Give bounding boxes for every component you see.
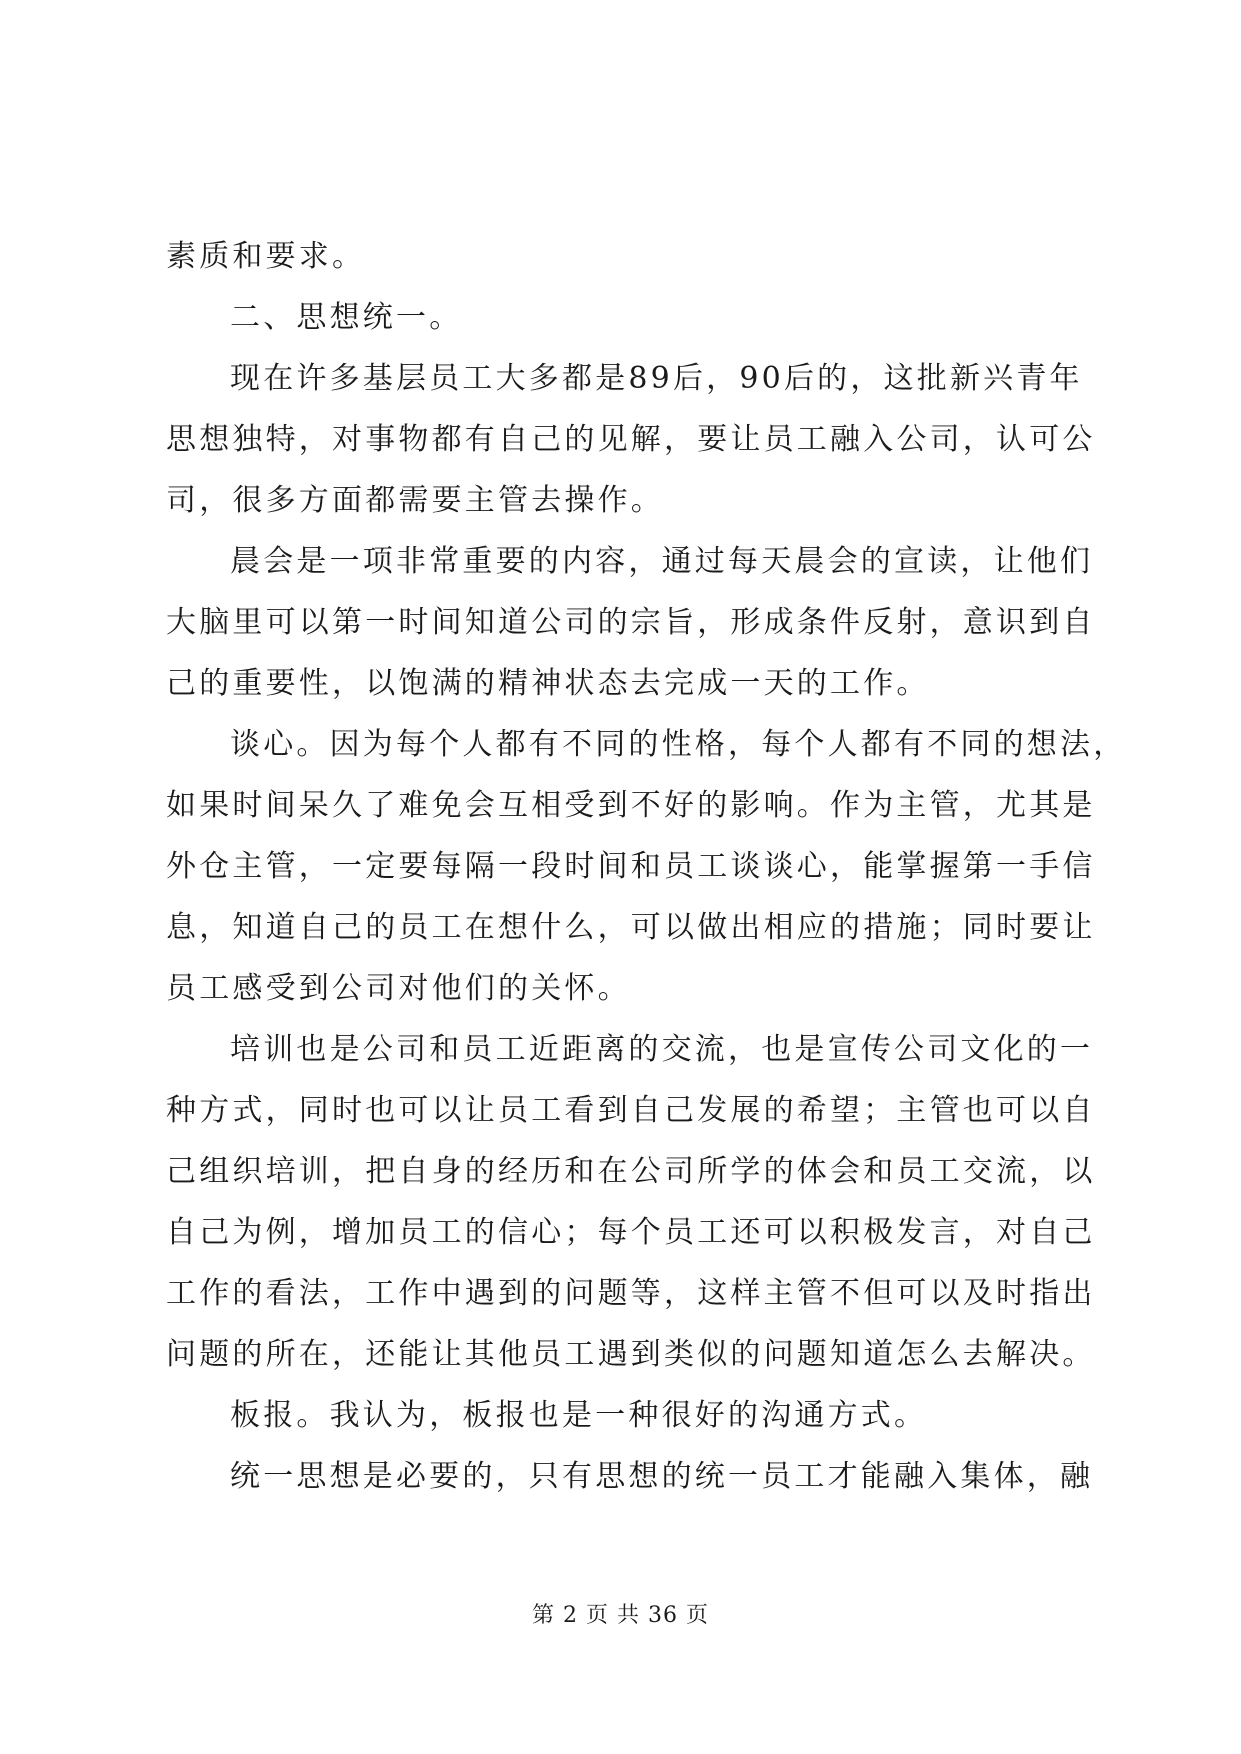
text-line: 大脑里可以第一时间知道公司的宗旨，形成条件反射，意识到自 bbox=[166, 605, 1096, 640]
text-line: 己组织培训，把自身的经历和在公司所学的体会和员工交流，以 bbox=[166, 1154, 1096, 1189]
text-line: 工作的看法，工作中遇到的问题等，这样主管不但可以及时指出 bbox=[166, 1276, 1096, 1311]
body-text bbox=[166, 226, 1127, 1507]
text-line: 如果时间呆久了难免会互相受到不好的影响。作为主管，尤其是 bbox=[166, 788, 1096, 823]
text-line: 息，知道自己的员工在想什么，可以做出相应的措施；同时要让 bbox=[166, 910, 1096, 945]
text-line: 素质和要求。 bbox=[166, 239, 366, 274]
text-line: 自己为例，增加员工的信心；每个员工还可以积极发言，对自己 bbox=[166, 1215, 1096, 1250]
text-line: 板报。我认为，板报也是一种很好的沟通方式。 bbox=[230, 1398, 928, 1433]
text-line: 统一思想是必要的，只有思想的统一员工才能融入集体，融 bbox=[230, 1459, 1094, 1494]
text-line: 外仓主管，一定要每隔一段时间和员工谈谈心，能掌握第一手信 bbox=[166, 849, 1096, 884]
text-line: 谈心。因为每个人都有不同的性格，每个人都有不同的想法， bbox=[230, 727, 1127, 762]
text-line: 问题的所在，还能让其他员工遇到类似的问题知道怎么去解决。 bbox=[166, 1337, 1096, 1372]
text-line: 司，很多方面都需要主管去操作。 bbox=[166, 483, 664, 518]
section-heading: 二、思想统一。 bbox=[230, 300, 463, 335]
page-number-footer: 第 2 页 共 36 页 bbox=[532, 1603, 709, 1628]
text-line: 种方式，同时也可以让员工看到自己发展的希望；主管也可以自 bbox=[166, 1093, 1096, 1128]
text-line: 员工感受到公司对他们的关怀。 bbox=[166, 971, 631, 1006]
text-line: 思想独特，对事物都有自己的见解，要让员工融入公司，认可公 bbox=[166, 422, 1096, 457]
text-line: 晨会是一项非常重要的内容，通过每天晨会的宣读，让他们 bbox=[230, 544, 1094, 579]
text-line: 现在许多基层员工大多都是89后，90后的，这批新兴青年 bbox=[230, 361, 1083, 396]
text-line: 己的重要性，以饱满的精神状态去完成一天的工作。 bbox=[166, 666, 930, 701]
text-line: 培训也是公司和员工近距离的交流，也是宣传公司文化的一 bbox=[230, 1032, 1094, 1067]
